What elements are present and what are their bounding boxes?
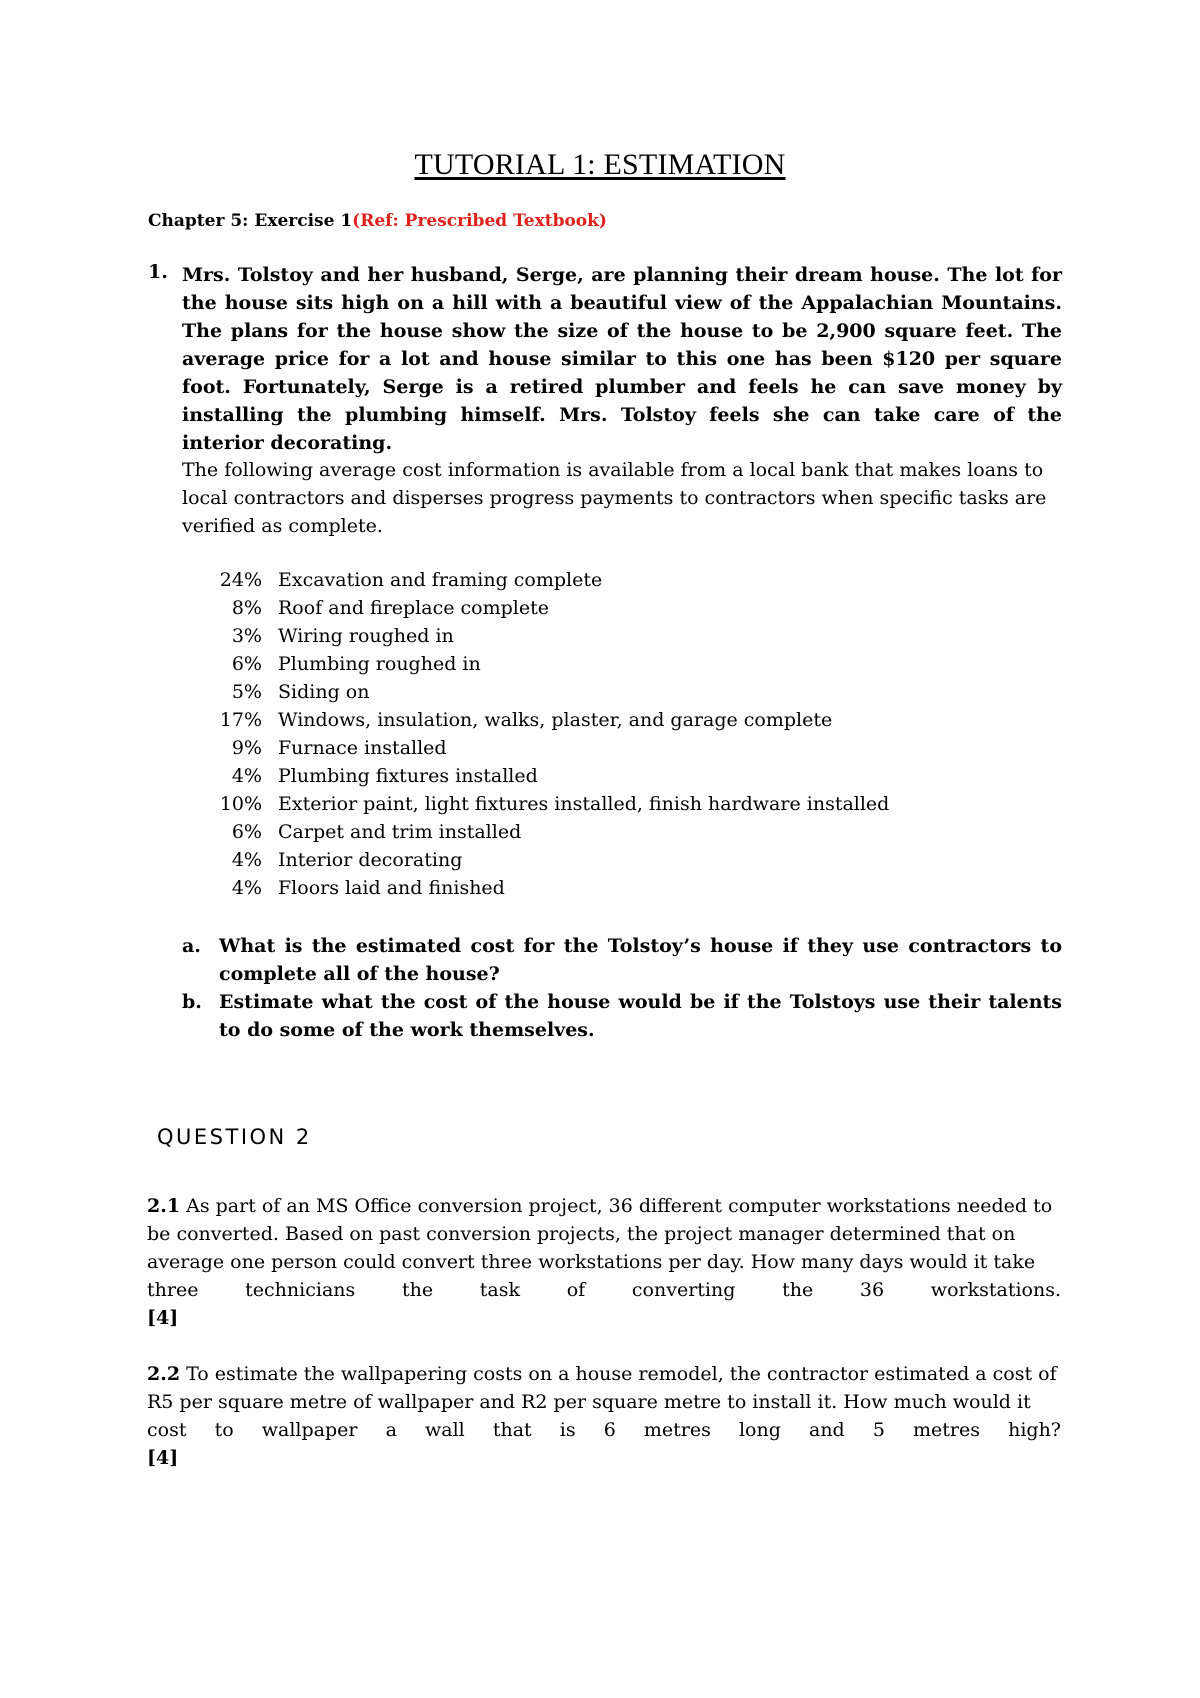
question-2-1-line: 2.1 As part of an MS Office conversion project, 36 different computer workstations needed to [147,1195,1053,1217]
cost-percentage: 4% [231,849,262,871]
cost-item [200,790,889,818]
chapter-reference [148,211,607,231]
cost-task: Interior decorating [278,849,463,871]
question-2-2-line: cost to wallpaper a wall that is 6 metres long and 5 metres high? [147,1419,1061,1441]
question-2-heading: QUESTION 2 [157,1125,312,1149]
cost-item [200,594,889,622]
sub-question-letter: a. [182,935,201,957]
cost-breakdown-list [200,566,889,902]
cost-percentage: 4% [231,877,262,899]
question-2-2-line: R5 per square metre of wallpaper and R2 per square metre to install it. How much would it [147,1391,1031,1413]
cost-percentage: 5% [231,681,262,703]
cost-item [200,622,889,650]
cost-information-intro: The following average cost information is available from a local bank that makes loans to local contractors and disperses progress payments to contractors when specific tasks are verified as complete. [182,459,1047,537]
cost-item [200,566,889,594]
cost-task: Roof and fireplace complete [278,597,549,619]
cost-percentage: 4% [231,765,262,787]
cost-percentage: 9% [231,737,262,759]
cost-task: Exterior paint, light fixtures installed, finish hardware installed [278,793,890,815]
sub-question-text: What is the estimated cost for the Tolstoy’s house if they use contractors to complete all of the house? [219,935,1062,985]
cost-percentage: 6% [231,821,262,843]
cost-item [200,846,889,874]
cost-task: Siding on [278,681,370,703]
cost-percentage: 10% [219,793,262,815]
sub-question-b [182,988,1062,1044]
question-1-number: 1. [148,261,168,283]
sub-question-a [182,932,1062,988]
page-title: TUTORIAL 1: ESTIMATION [414,148,786,181]
cost-task: Furnace installed [278,737,447,759]
question-1-text: Mrs. Tolstoy and her husband, Serge, are planning their dream house. The lot for the house sits high on a hill with a beautiful view of the Appalachian Mountains. The plans for the house show the size of the house to be 2,900 square feet. The average price for a lot and house similar to this one has been $120 per square foot. Fortunately, Serge is a retired plumber and feels he can save money by installing the plumbing himself. Mrs. Tolstoy feels she can take care of the interior decorating. [182,264,1062,454]
question-2-1-line: three technicians the task of converting the 36 workstations. [147,1279,1061,1301]
cost-task: Windows, insulation, walks, plaster, and garage complete [278,709,833,731]
question-2-1-marks: [4] [147,1307,179,1329]
sub-question-letter: b. [182,991,202,1013]
textbook-reference: (Ref: Prescribed Textbook) [352,211,607,231]
cost-task: Excavation and framing complete [278,569,603,591]
question-2-1-line: be converted. Based on past conversion projects, the project manager determined that on [147,1223,1016,1245]
cost-task: Plumbing fixtures installed [278,765,538,787]
cost-task: Wiring roughed in [278,625,454,647]
cost-task: Plumbing roughed in [278,653,481,675]
cost-percentage: 17% [219,709,262,731]
cost-item [200,650,889,678]
cost-percentage: 24% [219,569,262,591]
cost-percentage: 8% [231,597,262,619]
question-2-2-line: 2.2 To estimate the wallpapering costs on a house remodel, the contractor estimated a cost of [147,1363,1057,1385]
cost-task: Carpet and trim installed [278,821,522,843]
sub-question-text: Estimate what the cost of the house would be if the Tolstoys use their talents to do some of the work themselves. [219,991,1062,1041]
question-2-1-number: 2.1 [147,1195,181,1217]
cost-item [200,874,889,902]
cost-item [200,706,889,734]
cost-item [200,678,889,706]
cost-item [200,762,889,790]
cost-percentage: 6% [231,653,262,675]
question-2-2-number: 2.2 [147,1363,181,1385]
question-2-2 [147,1360,1061,1472]
cost-task: Floors laid and finished [278,877,505,899]
cost-percentage: 3% [231,625,262,647]
question-2-2-marks: [4] [147,1447,179,1469]
question-2-1-line: average one person could convert three workstations per day. How many days would it take [147,1251,1036,1273]
cost-item [200,818,889,846]
question-2-1 [147,1192,1061,1332]
question-1 [148,261,1062,457]
chapter-label: Chapter 5: Exercise 1 [148,211,353,231]
cost-item [200,734,889,762]
